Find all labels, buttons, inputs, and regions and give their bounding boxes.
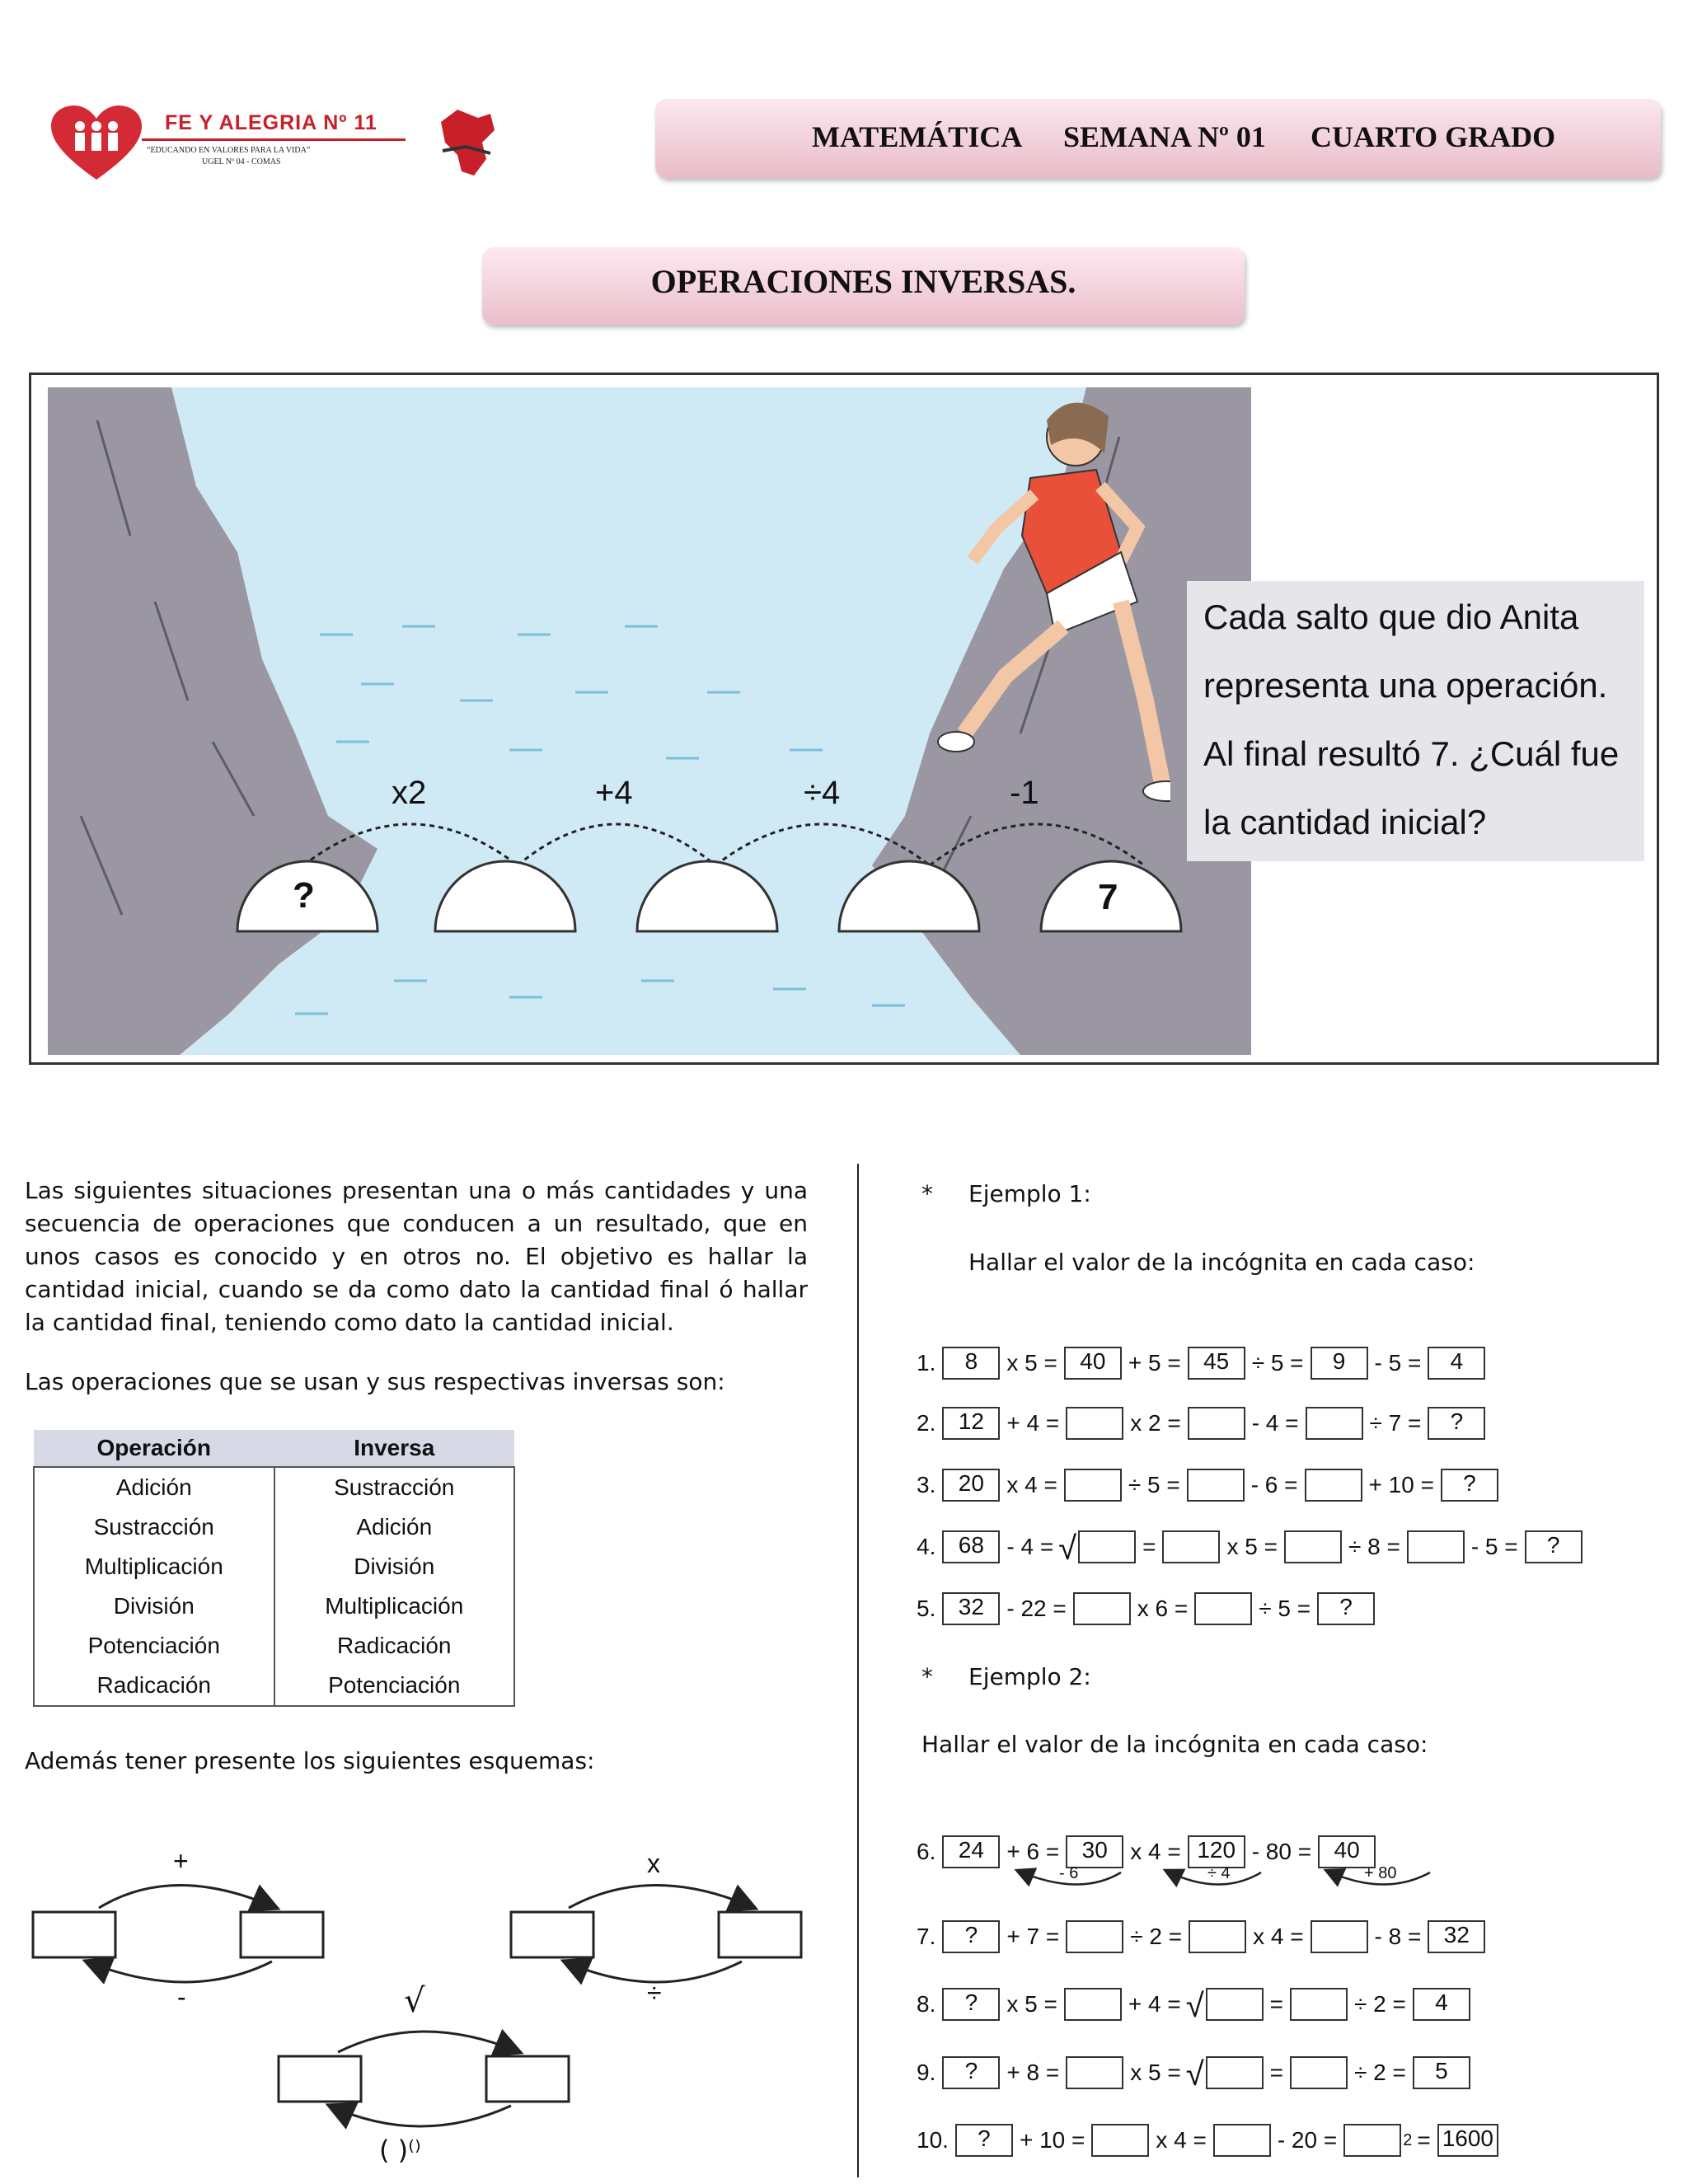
example2-bullet: * — [921, 1663, 933, 1690]
example2-instruction: Hallar el valor de la incógnita en cada caso: — [921, 1731, 1428, 1758]
exercise-number: 7. — [917, 1924, 936, 1949]
table-cell: Potenciación — [34, 1626, 274, 1666]
answer-box[interactable]: 9 — [1311, 1347, 1368, 1380]
answer-box[interactable]: 40 — [1064, 1347, 1122, 1380]
exercise-row — [917, 1529, 1584, 1565]
example2-heading: Ejemplo 2: — [968, 1663, 1091, 1690]
sqrt-answer-box[interactable] — [1058, 1530, 1137, 1567]
operator-text: + 7 = — [1006, 1924, 1060, 1949]
operator-text: - 20 = — [1277, 2127, 1338, 2153]
exercise-number: 4. — [917, 1534, 936, 1559]
table-row — [34, 1507, 514, 1547]
answer-box[interactable]: 5 — [1413, 2056, 1470, 2089]
operator-text: + 8 = — [1006, 2060, 1060, 2085]
operator-text: + 4 = — [1128, 1991, 1181, 2017]
operator-text: + 4 = — [1006, 1410, 1060, 1436]
grade-label: CUARTO GRADO — [1311, 120, 1556, 153]
sqrt-icon: √ — [1058, 1530, 1077, 1567]
answer-box[interactable]: 4 — [1428, 1347, 1485, 1380]
exercise-row — [917, 1467, 1500, 1503]
answer-box[interactable] — [1078, 1530, 1136, 1563]
answer-box[interactable]: 68 — [942, 1530, 1000, 1563]
answer-box[interactable] — [1343, 2124, 1401, 2157]
speech-line-3: Al final resultó 7. ¿Cuál fue — [1203, 734, 1620, 773]
stone-end-value: 7 — [1098, 877, 1118, 917]
answer-box[interactable]: 120 — [1188, 1835, 1245, 1868]
operator-text: ÷ 2 = — [1354, 2060, 1406, 2085]
answer-box[interactable] — [1187, 1469, 1245, 1502]
operator-text: x 4 = — [1130, 1839, 1181, 1864]
answer-box[interactable] — [1306, 1407, 1363, 1440]
speech-line-4: la cantidad inicial? — [1203, 803, 1487, 841]
operator-text: + 6 = — [1006, 1839, 1060, 1864]
jump-label-2: +4 — [595, 775, 633, 811]
exercise-row — [917, 1405, 1487, 1441]
stone-start-value: ? — [293, 875, 315, 916]
answer-box[interactable] — [1290, 1988, 1348, 2021]
table-cell: Radicación — [34, 1666, 274, 1706]
table-cell: Multiplicación — [34, 1547, 274, 1586]
answer-box[interactable] — [1311, 1920, 1368, 1953]
sqrt-icon: √ — [1185, 2056, 1204, 2093]
operator-text: ÷ 7 = — [1369, 1410, 1422, 1436]
school-ugel: UGEL Nº 04 - COMAS — [202, 157, 281, 166]
answer-box[interactable]: 20 — [942, 1469, 1000, 1502]
answer-box[interactable] — [1284, 1530, 1342, 1563]
scheme-mul-label: x — [647, 1849, 660, 1878]
operator-text: - 5 = — [1374, 1350, 1422, 1376]
answer-box[interactable]: 4 — [1413, 1988, 1470, 2021]
example1-bullet: * — [921, 1180, 933, 1207]
unknown-box[interactable]: ? — [1317, 1592, 1375, 1625]
school-logo-heart — [51, 105, 142, 184]
speech-line-2: representa una operación. — [1203, 666, 1608, 705]
operator-text: x 5 = — [1130, 2060, 1181, 2085]
example1-heading: Ejemplo 1: — [968, 1180, 1091, 1207]
exercise-row — [917, 1919, 1487, 1955]
answer-box[interactable] — [1066, 1920, 1123, 1953]
answer-box[interactable]: 8 — [942, 1347, 1000, 1380]
operator-text: ÷ 5 = — [1128, 1472, 1180, 1497]
operator-text: - 6 = — [1250, 1472, 1298, 1497]
operator-text: - 8 = — [1374, 1924, 1422, 1949]
column-divider — [857, 1164, 859, 2177]
answer-box[interactable] — [1188, 1407, 1245, 1440]
operator-text: ÷ 8 = — [1348, 1534, 1400, 1559]
sqrt-answer-box[interactable] — [1185, 1988, 1265, 2024]
exercise-number: 8. — [917, 1991, 936, 2017]
table-cell: Sustracción — [34, 1507, 274, 1547]
answer-box[interactable] — [1073, 1592, 1131, 1625]
page-title: OPERACIONES INVERSAS. — [650, 263, 1076, 300]
table-cell: División — [354, 1554, 435, 1579]
sqrt-icon: √ — [1185, 1988, 1204, 2024]
answer-box[interactable]: 40 — [1318, 1835, 1376, 1868]
operator-text: - 22 = — [1006, 1596, 1067, 1621]
operator-text: - 4 = — [1251, 1410, 1299, 1436]
answer-box[interactable] — [1305, 1469, 1362, 1502]
answer-box[interactable]: 45 — [1188, 1347, 1245, 1380]
operator-text: ÷ 2 = — [1130, 1924, 1183, 1949]
row6-inverse-3: + 80 — [1364, 1864, 1397, 1882]
exercise-number: 1. — [917, 1350, 936, 1376]
exercise-row — [917, 2122, 1500, 2158]
operator-text: x 4 = — [1253, 1924, 1304, 1949]
operator-text: ÷ 5 = — [1259, 1596, 1311, 1621]
answer-box[interactable] — [1066, 2056, 1123, 2089]
answer-box[interactable] — [1213, 2124, 1271, 2157]
answer-box[interactable] — [1206, 1988, 1264, 2021]
unknown-box[interactable]: ? — [955, 2124, 1013, 2157]
exercise-number: 2. — [917, 1410, 936, 1436]
exercise-number: 5. — [917, 1596, 936, 1621]
unknown-box[interactable]: ? — [942, 2056, 1000, 2089]
jump-label-4: -1 — [1010, 775, 1039, 811]
operator-text: - 4 = — [1006, 1534, 1054, 1559]
table-cell: Adición — [34, 1467, 274, 1507]
unknown-box[interactable]: ? — [1428, 1407, 1485, 1440]
table-cell: Sustracción — [334, 1474, 455, 1500]
operator-text: x 6 = — [1137, 1596, 1189, 1621]
operator-text: - 80 = — [1251, 1839, 1312, 1864]
unknown-box[interactable]: ? — [1441, 1469, 1498, 1502]
intro-paragraph: Las siguientes situaciones presentan una o más cantidades y una secuencia de operaciones que conducen a un resultado, que en unos casos es conocido y en otros no. El objetivo es hallar la cantidad inicial, cuando se da como dato la cantidad final ó hallar la cantidad final, teniendo como dato la cantidad inicial. — [25, 1177, 808, 1336]
table-cell: Potenciación — [328, 1672, 461, 1698]
operator-text: = — [1417, 2127, 1431, 2153]
operator-text: = — [1269, 2060, 1283, 2085]
operator-text: ÷ 5 = — [1251, 1350, 1304, 1376]
answer-box[interactable] — [1206, 2056, 1264, 2089]
answer-box[interactable] — [1189, 1920, 1246, 1953]
table-row — [34, 1626, 514, 1666]
unknown-box[interactable]: ? — [1525, 1530, 1582, 1563]
table-cell: División — [34, 1586, 274, 1626]
scheme-sub-label: - — [177, 1982, 186, 2012]
table-cell: Adición — [356, 1514, 433, 1540]
table-row — [34, 1586, 514, 1626]
answer-box[interactable]: 12 — [942, 1407, 1000, 1440]
operator-text: x 4 = — [1156, 2127, 1207, 2153]
table-row — [34, 1666, 514, 1706]
scheme-add-label: + — [173, 1846, 189, 1876]
exercise-number: 6. — [917, 1839, 936, 1864]
school-motto: “EDUCANDO EN VALORES PARA LA VIDA” — [147, 146, 311, 155]
answer-box[interactable] — [1064, 1988, 1122, 2021]
table-cell: Radicación — [336, 1633, 452, 1658]
operator-text: + 5 = — [1128, 1350, 1181, 1376]
jump-label-1: x2 — [392, 775, 427, 811]
answer-box[interactable]: 24 — [942, 1835, 1000, 1868]
operator-text: x 5 = — [1006, 1991, 1057, 2017]
week-label: SEMANA Nº 01 — [1063, 120, 1266, 153]
scheme-power-label: ( )⁽⁾ — [379, 2135, 421, 2166]
unknown-box[interactable]: ? — [942, 1920, 1000, 1953]
runner-anita-figure — [874, 387, 1170, 882]
ops-intro: Las operaciones que se usan y sus respectivas inversas son: — [25, 1368, 725, 1395]
table-row — [34, 1547, 514, 1586]
example1-instruction: Hallar el valor de la incógnita en cada caso: — [968, 1249, 1475, 1276]
operator-text: x 4 = — [1006, 1472, 1057, 1497]
operator-text: = — [1269, 1991, 1283, 2017]
operator-text: + 10 = — [1368, 1472, 1434, 1497]
schemes-intro: Además tener presente los siguientes esquemas: — [25, 1747, 595, 1774]
row6-inverse-1: - 6 — [1059, 1864, 1079, 1882]
exercise-row — [917, 1345, 1487, 1381]
answer-box[interactable] — [1162, 1530, 1220, 1563]
table-header: Operación — [34, 1430, 274, 1467]
jump-label-3: ÷4 — [804, 775, 841, 811]
exercise-row — [917, 1986, 1472, 2022]
operator-text: + 10 = — [1019, 2127, 1085, 2153]
operator-text: - 5 = — [1470, 1534, 1518, 1559]
operator-text: x 2 = — [1130, 1410, 1181, 1436]
answer-box[interactable] — [1194, 1592, 1252, 1625]
answer-box[interactable] — [1091, 2124, 1149, 2157]
operator-text: x 5 = — [1006, 1350, 1057, 1376]
answer-box[interactable] — [1064, 1469, 1122, 1502]
answer-box[interactable]: 32 — [1428, 1920, 1485, 1953]
square-exponent: 2 — [1403, 2130, 1413, 2149]
table-cell: Multiplicación — [325, 1593, 464, 1619]
sqrt-answer-box[interactable] — [1185, 2056, 1265, 2093]
operator-text: x 5 = — [1226, 1534, 1278, 1559]
answer-box[interactable] — [1407, 1530, 1465, 1563]
school-name: FE Y ALEGRIA Nº 11 — [165, 111, 377, 134]
operations-table — [33, 1430, 515, 1707]
table-header: Inversa — [274, 1430, 515, 1467]
answer-box[interactable] — [1290, 2056, 1348, 2089]
exercise-number: 3. — [917, 1472, 936, 1497]
answer-box[interactable] — [1066, 1407, 1123, 1440]
exercise-number: 9. — [917, 2060, 936, 2085]
answer-box[interactable]: 30 — [1066, 1835, 1123, 1868]
divider — [142, 138, 406, 141]
subject-label: MATEMÁTICA — [812, 120, 1023, 153]
table-row — [34, 1467, 514, 1507]
scheme-root-label: √ — [404, 1982, 425, 2020]
operator-text: = — [1142, 1534, 1156, 1559]
answer-box[interactable]: 1600 — [1437, 2124, 1498, 2157]
speech-line-1: Cada salto que dio Anita — [1203, 598, 1579, 636]
unknown-box[interactable]: ? — [942, 1988, 1000, 2021]
exercise-row — [917, 1591, 1376, 1627]
row6-inverse-2: ÷ 4 — [1207, 1864, 1231, 1882]
exercise-row — [917, 2055, 1472, 2091]
peru-map-icon — [433, 105, 499, 184]
exercise-number: 10. — [917, 2127, 949, 2153]
scheme-div-label: ÷ — [647, 1978, 662, 2008]
answer-box[interactable]: 32 — [942, 1592, 1000, 1625]
operator-text: ÷ 2 = — [1354, 1991, 1406, 2017]
